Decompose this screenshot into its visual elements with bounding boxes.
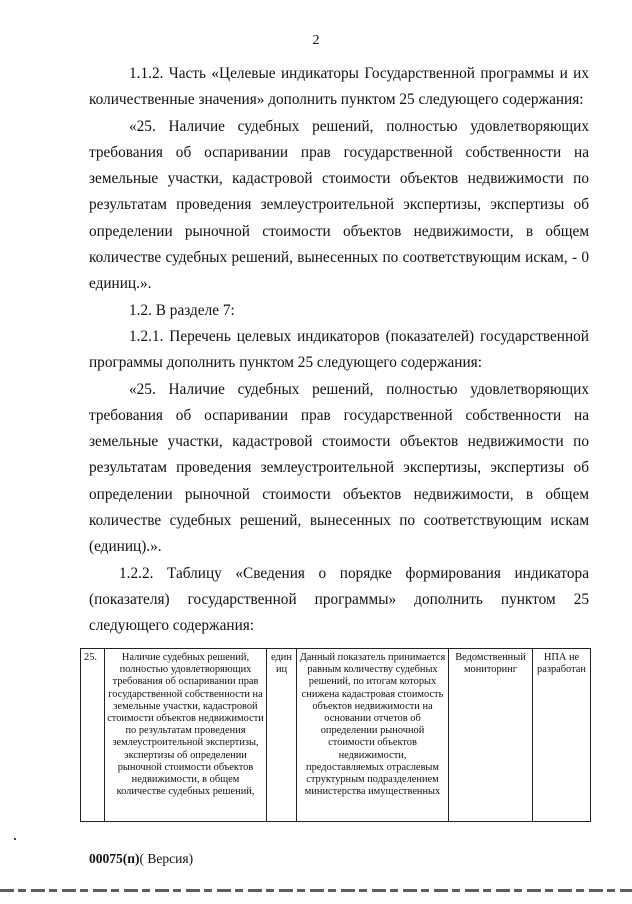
page-number: 2 [312,33,320,48]
quoted-indicator-25-units: «25. Наличие судебных решений, полностью удовлетворяющих требования об оспаривании прав государственной собственности на земельные участки, кадастровой стоимости объектов недвижимости по результатам проведения землеустроительной экспертизы, экспертизы об определении рыночной стоимости объектов недвижимости, в общем количестве судебных решений, вынесенных по соответствующим искам (единиц).». [89,380,589,556]
table-cell-source: Ведомственный мониторинг [449,649,533,822]
paragraph-1-2-1: 1.2.1. Перечень целевых индикаторов (показателей) государственной программы дополнить пунктом 25 следующего содержания: [89,327,589,372]
section-1-2-heading: 1.2. В разделе 7: [129,301,235,319]
table-cell-npa: НПА не разработан [533,649,591,822]
document-version: ( Версия) [139,851,194,866]
table-cell-unit: един иц [267,649,297,822]
table-cell-number: 25. [81,649,105,822]
scan-edge-line [0,889,632,892]
indicator-table [80,648,591,822]
table-cell-method: Данный показатель принимается равным количеству судебных решений, по итогам которых снижена кадастровая стоимость объектов недвижимости на основании отчетов об определении рыночной стоимости объектов недвижимости, предоставляемых отраслевым структурным подразделением министерства имущественных [297,649,449,822]
scan-artifact [14,838,16,840]
document-footer [89,851,193,867]
table-cell-indicator: Наличие судебных решений, полностью удовлетворяющих требования об оспаривании прав государственной собственности на земельные участки, кадастровой стоимости объектов недвижимости по результатам проведения землеустроительной экспертизы, экспертизы об определении рыночной стоимости объектов недвижимости, в общем количестве судебных решений, [105,649,267,822]
paragraph-1-2-2: 1.2.2. Таблицу «Сведения о порядке формирования индикатора (показателя) государственной программы» дополнить пунктом 25 следующего содержания: [89,564,589,635]
quoted-indicator-25: «25. Наличие судебных решений, полностью удовлетворяющих требования об оспаривании прав государственной собственности на земельные участки, кадастровой стоимости объектов недвижимости по результатам проведения землеустроительной экспертизы, экспертизы об определении рыночной стоимости объектов недвижимости, в общем количестве судебных решений, вынесенных по соответствующим искам, - 0 единиц.». [89,117,589,293]
document-code: 00075(п) [89,851,140,866]
table-row [81,649,591,822]
paragraph-1-1-2: 1.1.2. Часть «Целевые индикаторы Государственной программы и их количественные значения» дополнить пунктом 25 следующего содержания: [89,65,589,109]
document-body [89,61,589,640]
